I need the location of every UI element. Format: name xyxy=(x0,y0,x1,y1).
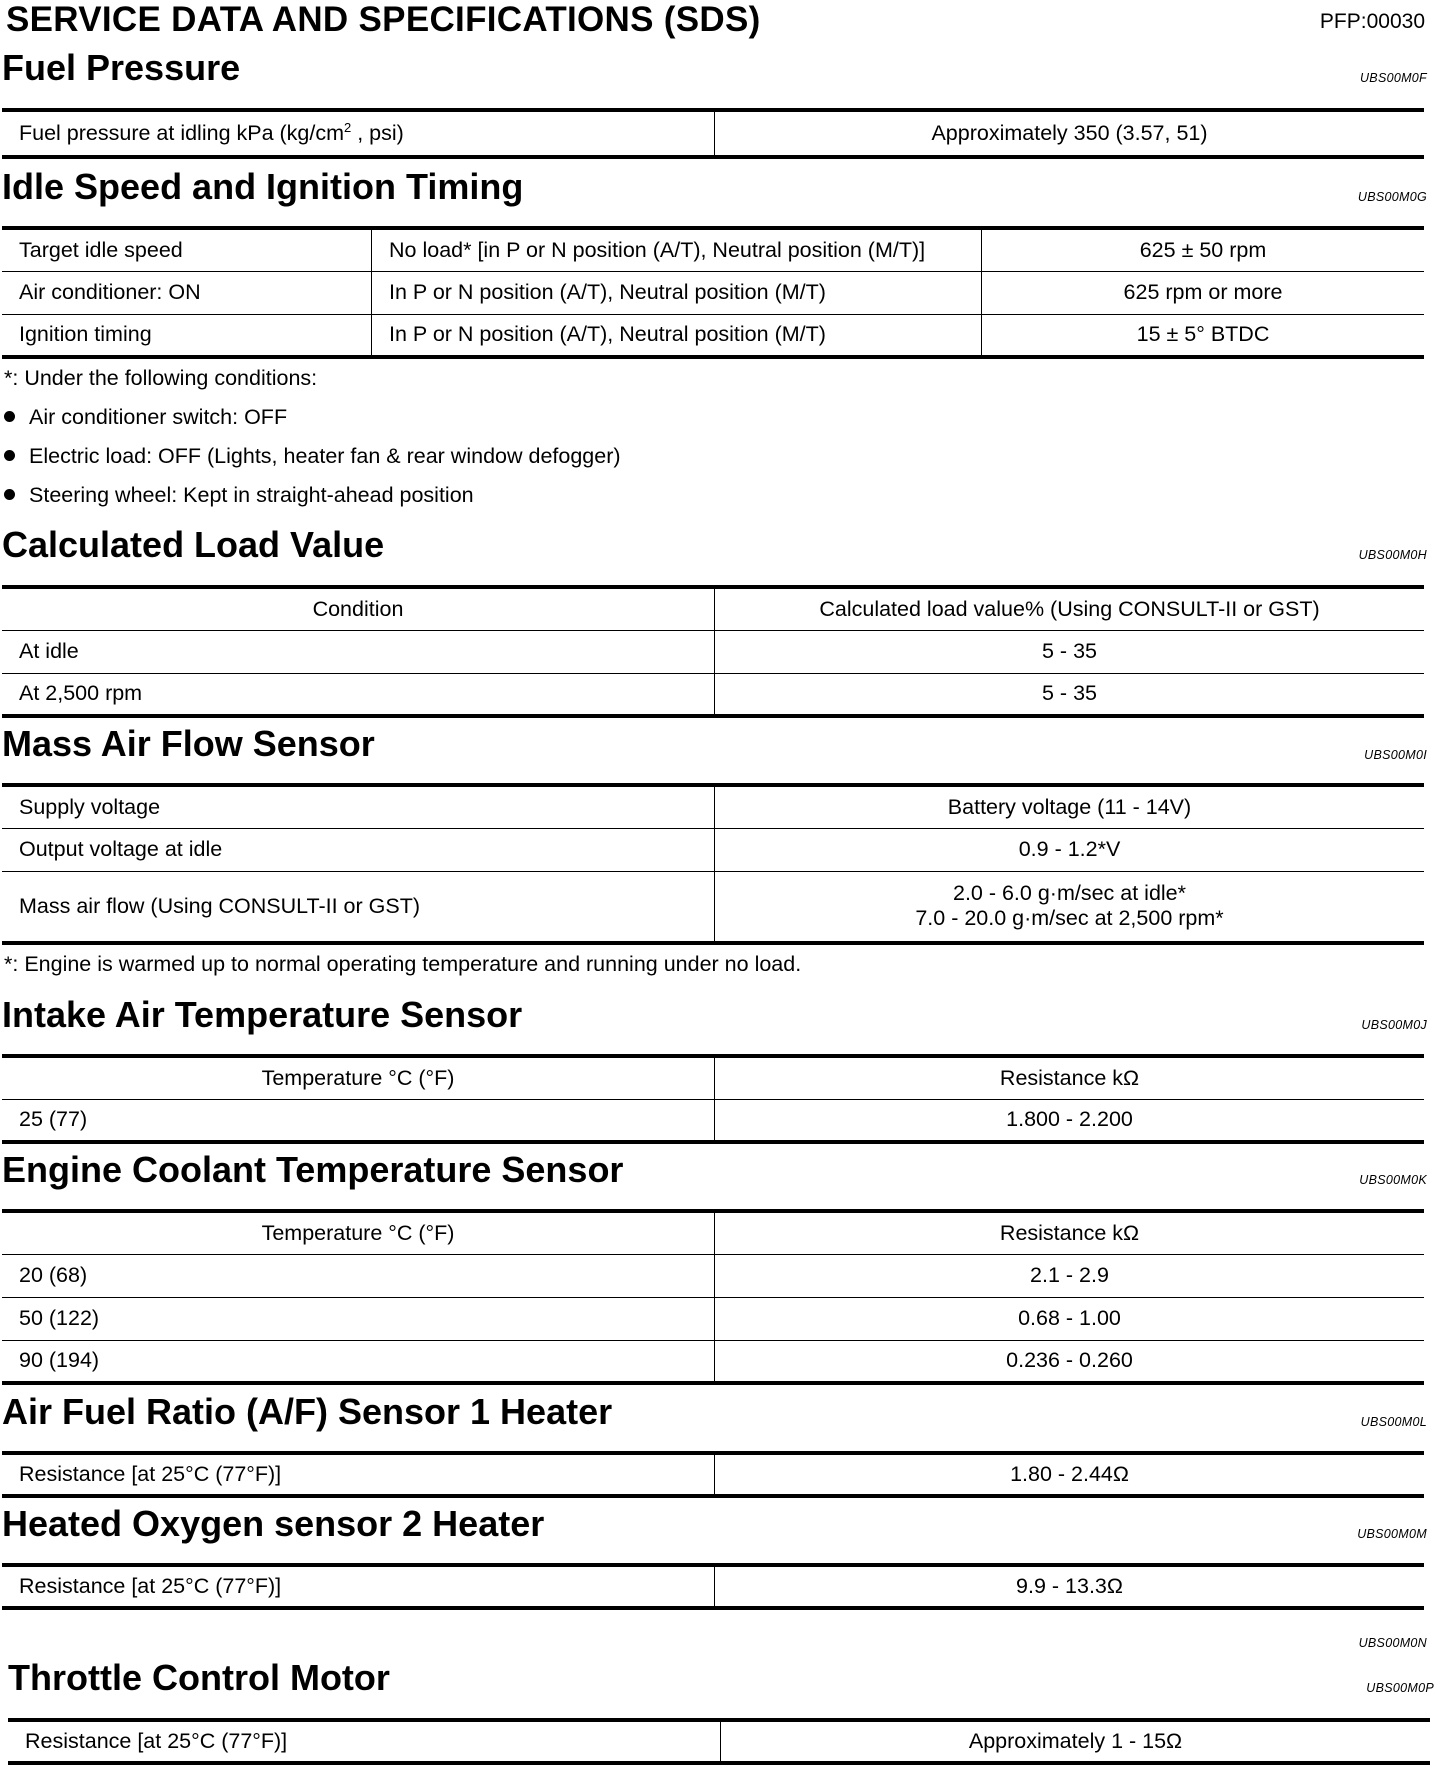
bullet-icon xyxy=(4,489,15,500)
calc-load-table xyxy=(2,585,1424,718)
iat-table xyxy=(2,1054,1424,1144)
column-header: Temperature °C (°F) xyxy=(261,1065,455,1090)
ect-table xyxy=(2,1209,1424,1385)
ect-value: 0.68 - 1.00 xyxy=(715,1297,1425,1340)
idle-condition: No load* [in P or N position (A/T), Neutral position (M/T)] xyxy=(372,228,982,271)
af-heater-table xyxy=(2,1451,1424,1498)
bullet-icon xyxy=(4,450,15,461)
maf-item: Supply voltage xyxy=(19,794,161,819)
maf-value: Battery voltage (11 - 14V) xyxy=(715,785,1425,828)
maf-code: UBS00M0I xyxy=(1364,748,1427,762)
ho2-heater-heading: Heated Oxygen sensor 2 Heater xyxy=(2,1503,545,1544)
idle-item: Ignition timing xyxy=(19,322,152,347)
fuel-pressure-table xyxy=(2,108,1424,159)
column-header: Resistance kΩ xyxy=(715,1056,1425,1099)
maf-value: 2.0 - 6.0 g·m/sec at idle* 7.0 - 20.0 g·m/sec at 2,500 rpm* xyxy=(715,871,1425,943)
calc-load-heading: Calculated Load Value xyxy=(2,524,385,565)
table-header-row xyxy=(2,587,1424,630)
throttle-code: UBS00M0P xyxy=(1366,1681,1434,1695)
ect-code: UBS00M0K xyxy=(1359,1173,1427,1187)
ect-heading: Engine Coolant Temperature Sensor xyxy=(2,1149,624,1190)
iat-value: 1.800 - 2.200 xyxy=(715,1099,1425,1142)
table-row xyxy=(2,673,1424,716)
maf-value: 0.9 - 1.2*V xyxy=(715,828,1425,871)
table-row xyxy=(2,314,1424,357)
table-header-row xyxy=(2,1056,1424,1099)
fuel-pressure-value: Approximately 350 (3.57, 51) xyxy=(715,110,1425,157)
table-row xyxy=(2,1565,1424,1608)
table-row xyxy=(2,1297,1424,1340)
maf-heading: Mass Air Flow Sensor xyxy=(2,723,375,764)
maf-item: Mass air flow (Using CONSULT-II or GST) xyxy=(19,893,420,918)
page-title: SERVICE DATA AND SPECIFICATIONS (SDS) xyxy=(6,0,761,39)
column-header: Calculated load value% (Using CONSULT-II or GST) xyxy=(715,587,1425,630)
table-row xyxy=(2,785,1424,828)
section-code: UBS00M0N xyxy=(1358,1636,1427,1650)
table-row xyxy=(2,1099,1424,1142)
table-row xyxy=(2,1453,1424,1496)
maf-note: *: Engine is warmed up to normal operating temperature and running under no load. xyxy=(4,952,802,976)
column-header: Temperature °C (°F) xyxy=(261,1220,455,1245)
throttle-item: Resistance [at 25°C (77°F)] xyxy=(25,1729,288,1753)
af-heater-item: Resistance [at 25°C (77°F)] xyxy=(19,1462,282,1486)
ect-temp: 20 (68) xyxy=(19,1263,88,1287)
bullet-item: Air conditioner switch: OFF xyxy=(4,405,287,430)
table-row xyxy=(2,271,1424,314)
calc-load-code: UBS00M0H xyxy=(1358,548,1427,562)
idle-note: *: Under the following conditions: xyxy=(4,366,318,390)
af-heater-value: 1.80 - 2.44Ω xyxy=(715,1453,1425,1496)
ect-value: 2.1 - 2.9 xyxy=(715,1254,1425,1297)
iat-code: UBS00M0J xyxy=(1361,1018,1427,1032)
ect-value: 0.236 - 0.260 xyxy=(715,1340,1425,1383)
maf-item: Output voltage at idle xyxy=(19,837,223,861)
iat-heading: Intake Air Temperature Sensor xyxy=(2,994,523,1035)
table-row xyxy=(2,1340,1424,1383)
table-row xyxy=(2,630,1424,673)
ho2-heater-code: UBS00M0M xyxy=(1357,1527,1427,1541)
throttle-heading: Throttle Control Motor xyxy=(8,1657,390,1698)
table-row xyxy=(2,828,1424,871)
idle-value: 15 ± 5° BTDC xyxy=(982,314,1425,357)
table-header-row xyxy=(2,1211,1424,1254)
pfp-code: PFP:00030 xyxy=(1319,10,1425,33)
idle-speed-heading: Idle Speed and Ignition Timing xyxy=(2,166,524,207)
idle-condition: In P or N position (A/T), Neutral position (M/T) xyxy=(372,314,982,357)
idle-item: Air conditioner: ON xyxy=(19,280,201,304)
ho2-heater-item: Resistance [at 25°C (77°F)] xyxy=(19,1574,282,1598)
load-condition: At idle xyxy=(19,639,79,663)
throttle-table xyxy=(8,1718,1430,1765)
load-value: 5 - 35 xyxy=(715,673,1425,716)
idle-speed-table xyxy=(2,226,1424,359)
column-header: Condition xyxy=(312,596,404,621)
idle-speed-code: UBS00M0G xyxy=(1357,190,1427,204)
ect-temp: 90 (194) xyxy=(19,1348,100,1373)
table-row xyxy=(8,1720,1430,1763)
iat-temp: 25 (77) xyxy=(19,1107,88,1132)
bullet-item: Steering wheel: Kept in straight-ahead position xyxy=(4,483,474,508)
idle-value: 625 rpm or more xyxy=(982,271,1425,314)
idle-condition: In P or N position (A/T), Neutral position (M/T) xyxy=(372,271,982,314)
fuel-pressure-label: Fuel pressure at idling kPa ($kg/cm^2$ , psi) xyxy=(19,120,404,146)
fuel-pressure-code: UBS00M0F xyxy=(1359,71,1427,85)
af-heater-code: UBS00M0L xyxy=(1360,1415,1427,1429)
fuel-pressure-heading: Fuel Pressure xyxy=(2,47,241,88)
column-header: Resistance kΩ xyxy=(715,1211,1425,1254)
table-row xyxy=(2,1254,1424,1297)
table-row xyxy=(2,228,1424,271)
load-condition: At 2,500 rpm xyxy=(19,681,143,706)
bullet-item: Electric load: OFF (Lights, heater fan & rear window defogger) xyxy=(4,444,621,469)
load-value: 5 - 35 xyxy=(715,630,1425,673)
throttle-value: Approximately 1 - 15Ω xyxy=(721,1720,1431,1763)
idle-item: Target idle speed xyxy=(19,237,183,262)
ho2-heater-value: 9.9 - 13.3Ω xyxy=(715,1565,1425,1608)
maf-table xyxy=(2,783,1424,945)
table-row xyxy=(2,871,1424,943)
idle-value: 625 ± 50 rpm xyxy=(982,228,1425,271)
bullet-icon xyxy=(4,411,15,422)
ect-temp: 50 (122) xyxy=(19,1306,100,1330)
ho2-heater-table xyxy=(2,1563,1424,1610)
af-heater-heading: Air Fuel Ratio (A/F) Sensor 1 Heater xyxy=(2,1391,613,1432)
